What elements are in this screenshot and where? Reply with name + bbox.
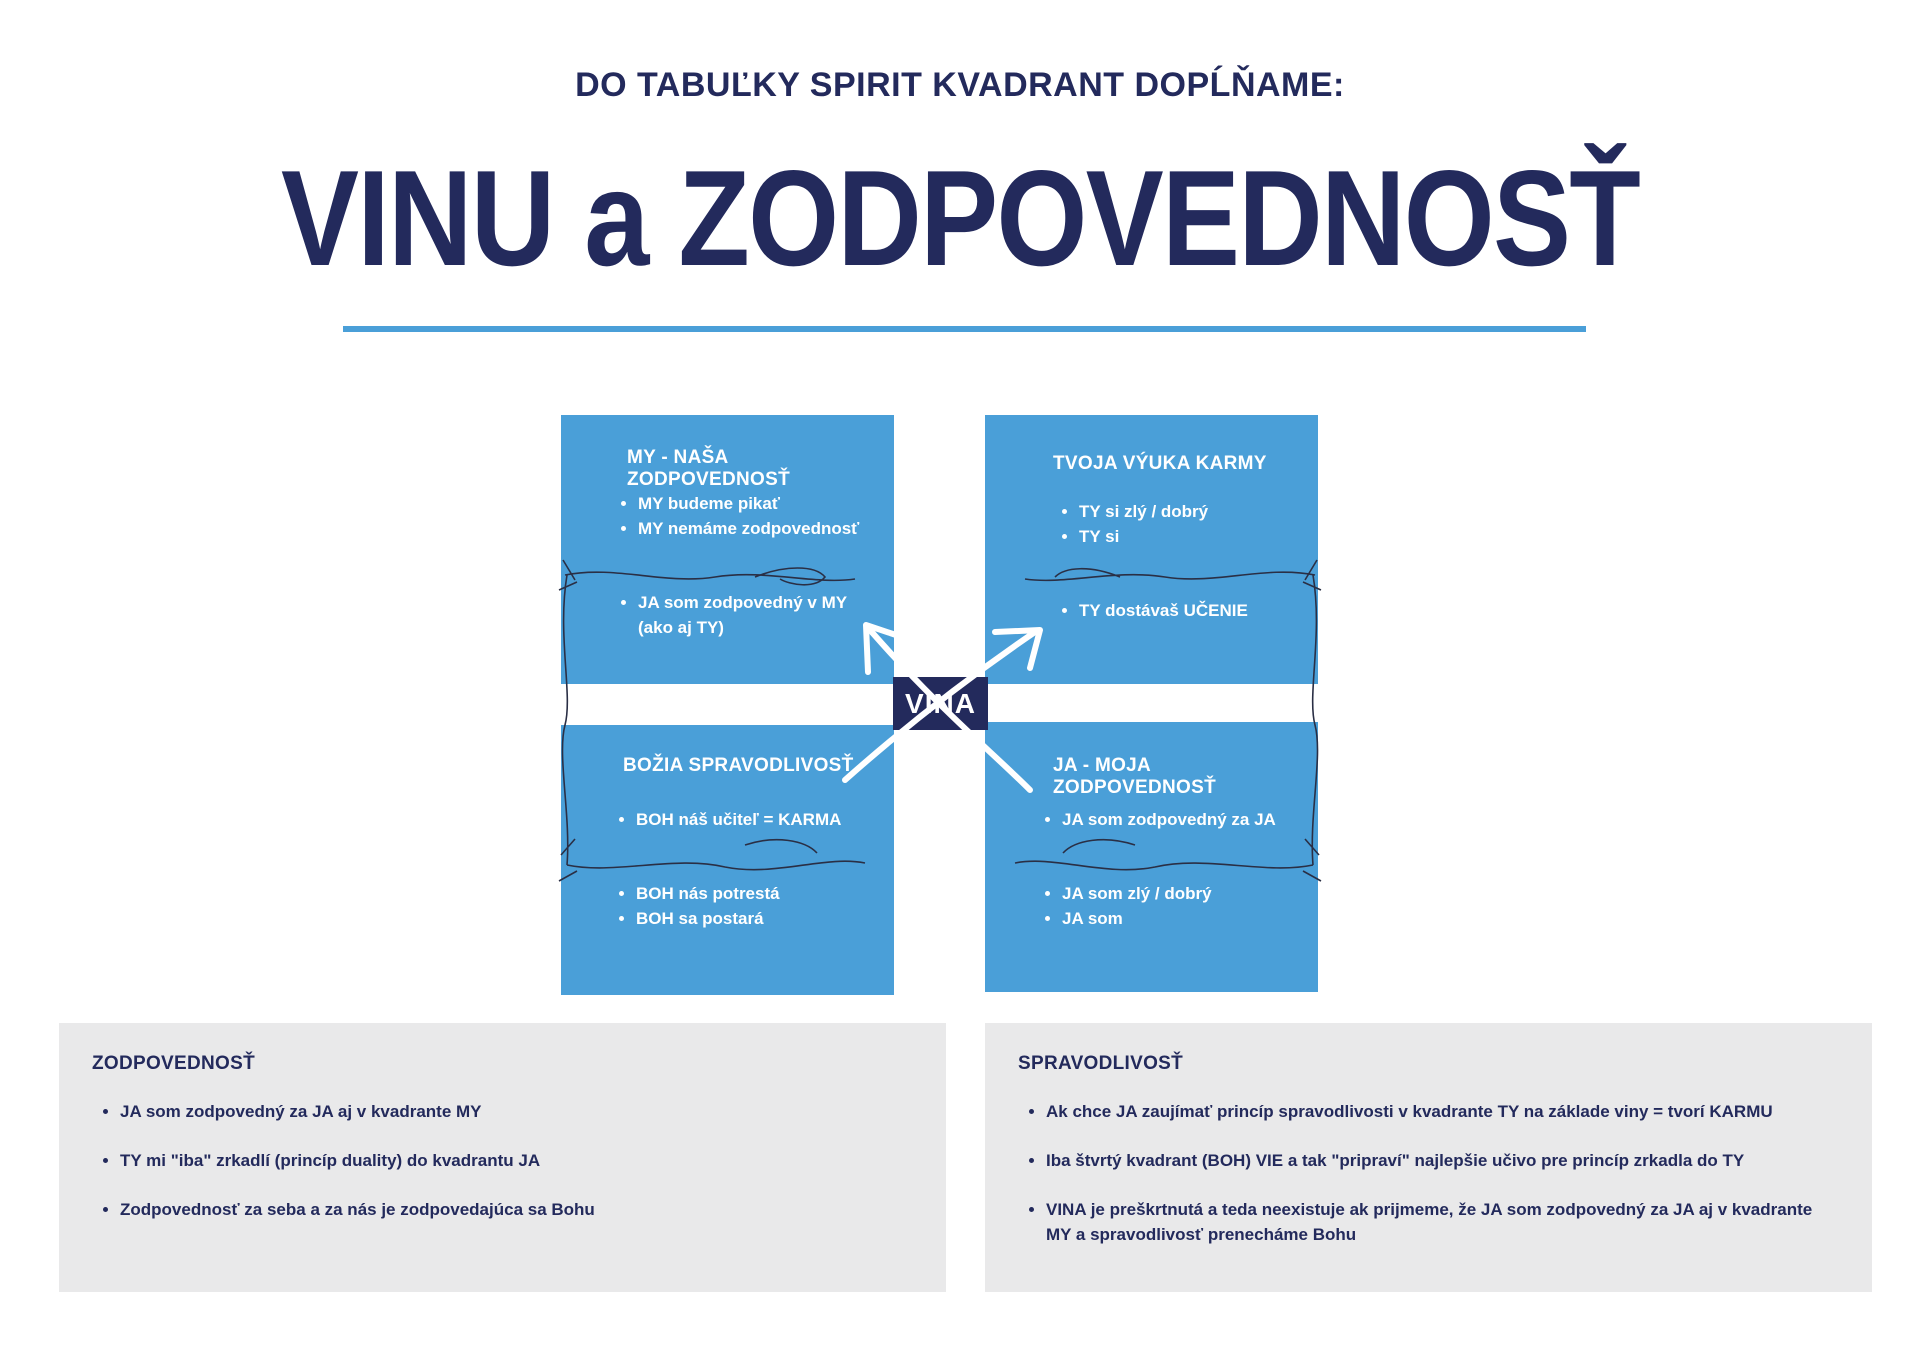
quadrant-my-list-2: [616, 590, 878, 640]
list-item: • JA som: [1062, 906, 1322, 931]
quadrant-ja-title: JA - MOJA ZODPOVEDNOSŤ: [1053, 755, 1217, 798]
quadrant-ty-list-2: [1057, 598, 1319, 623]
list-item: • MY budeme pikať: [638, 491, 898, 516]
quadrant-ja: [985, 722, 1318, 992]
title-divider: [343, 326, 1586, 332]
list-item: • Iba štvrtý kvadrant (BOH) VIE a tak "pripraví" najlepšie učivo pre princíp zrkadla do TY: [1046, 1148, 1832, 1173]
list-item: • Zodpovednosť za seba a za nás je zodpovedajúca sa Bohu: [120, 1197, 906, 1222]
info-panel-list: [1018, 1099, 1832, 1271]
list-item: • JA som zodpovedný v MY (ako aj TY): [638, 590, 878, 640]
list-item: • BOH nás potrestá: [636, 881, 896, 906]
quadrant-my-title: MY - NAŠA ZODPOVEDNOSŤ: [627, 447, 791, 490]
quadrant-boh-list: [614, 807, 896, 832]
quadrant-ja-list-2: [1040, 881, 1322, 931]
list-item: • MY nemáme zodpovednosť: [638, 516, 898, 541]
list-item: • JA som zodpovedný za JA aj v kvadrante MY: [120, 1099, 906, 1124]
quadrant-boh: [561, 725, 894, 995]
page-subtitle: DO TABUĽKY SPIRIT KVADRANT DOPĹŇAME:: [575, 66, 1345, 104]
list-item: • JA som zodpovedný za JA: [1062, 807, 1332, 832]
list-item: • BOH sa postará: [636, 906, 896, 931]
quadrant-my-list: [616, 491, 898, 541]
page-title: VINU a ZODPOVEDNOSŤ: [280, 142, 1640, 294]
info-panel-zodpovednost: [59, 1023, 946, 1292]
list-item: • TY dostávaš UČENIE: [1079, 598, 1319, 623]
info-panel-spravodlivost: [985, 1023, 1872, 1292]
list-item: • TY si: [1079, 524, 1319, 549]
quadrant-ty-list: [1057, 499, 1319, 549]
list-item: • TY si zlý / dobrý: [1079, 499, 1319, 524]
info-panel-title: SPRAVODLIVOSŤ: [1018, 1053, 1184, 1074]
quadrant-ja-list: [1040, 807, 1332, 832]
info-panel-list: [92, 1099, 906, 1246]
list-item: • TY mi "iba" zrkadlí (princíp duality) do kvadrantu JA: [120, 1148, 906, 1173]
quadrant-boh-list-2: [614, 881, 896, 931]
quadrant-ty-title: TVOJA VÝUKA KARMY: [1053, 453, 1267, 474]
vina-label-box: VINA: [893, 677, 988, 730]
list-item: • Ak chce JA zaujímať princíp spravodlivosti v kvadrante TY na základe viny = tvorí KARMU: [1046, 1099, 1832, 1124]
quadrant-ty: [985, 415, 1318, 684]
quadrant-boh-title: BOŽIA SPRAVODLIVOSŤ: [623, 755, 854, 776]
list-item: • BOH náš učiteľ = KARMA: [636, 807, 896, 832]
info-panel-title: ZODPOVEDNOSŤ: [92, 1053, 256, 1074]
list-item: • JA som zlý / dobrý: [1062, 881, 1322, 906]
list-item: • VINA je preškrtnutá a teda neexistuje ak prijmeme, že JA som zodpovedný za JA aj v kvadrante MY a spravodlivosť prenecháme Bohu: [1046, 1197, 1832, 1247]
quadrant-my: [561, 415, 894, 684]
